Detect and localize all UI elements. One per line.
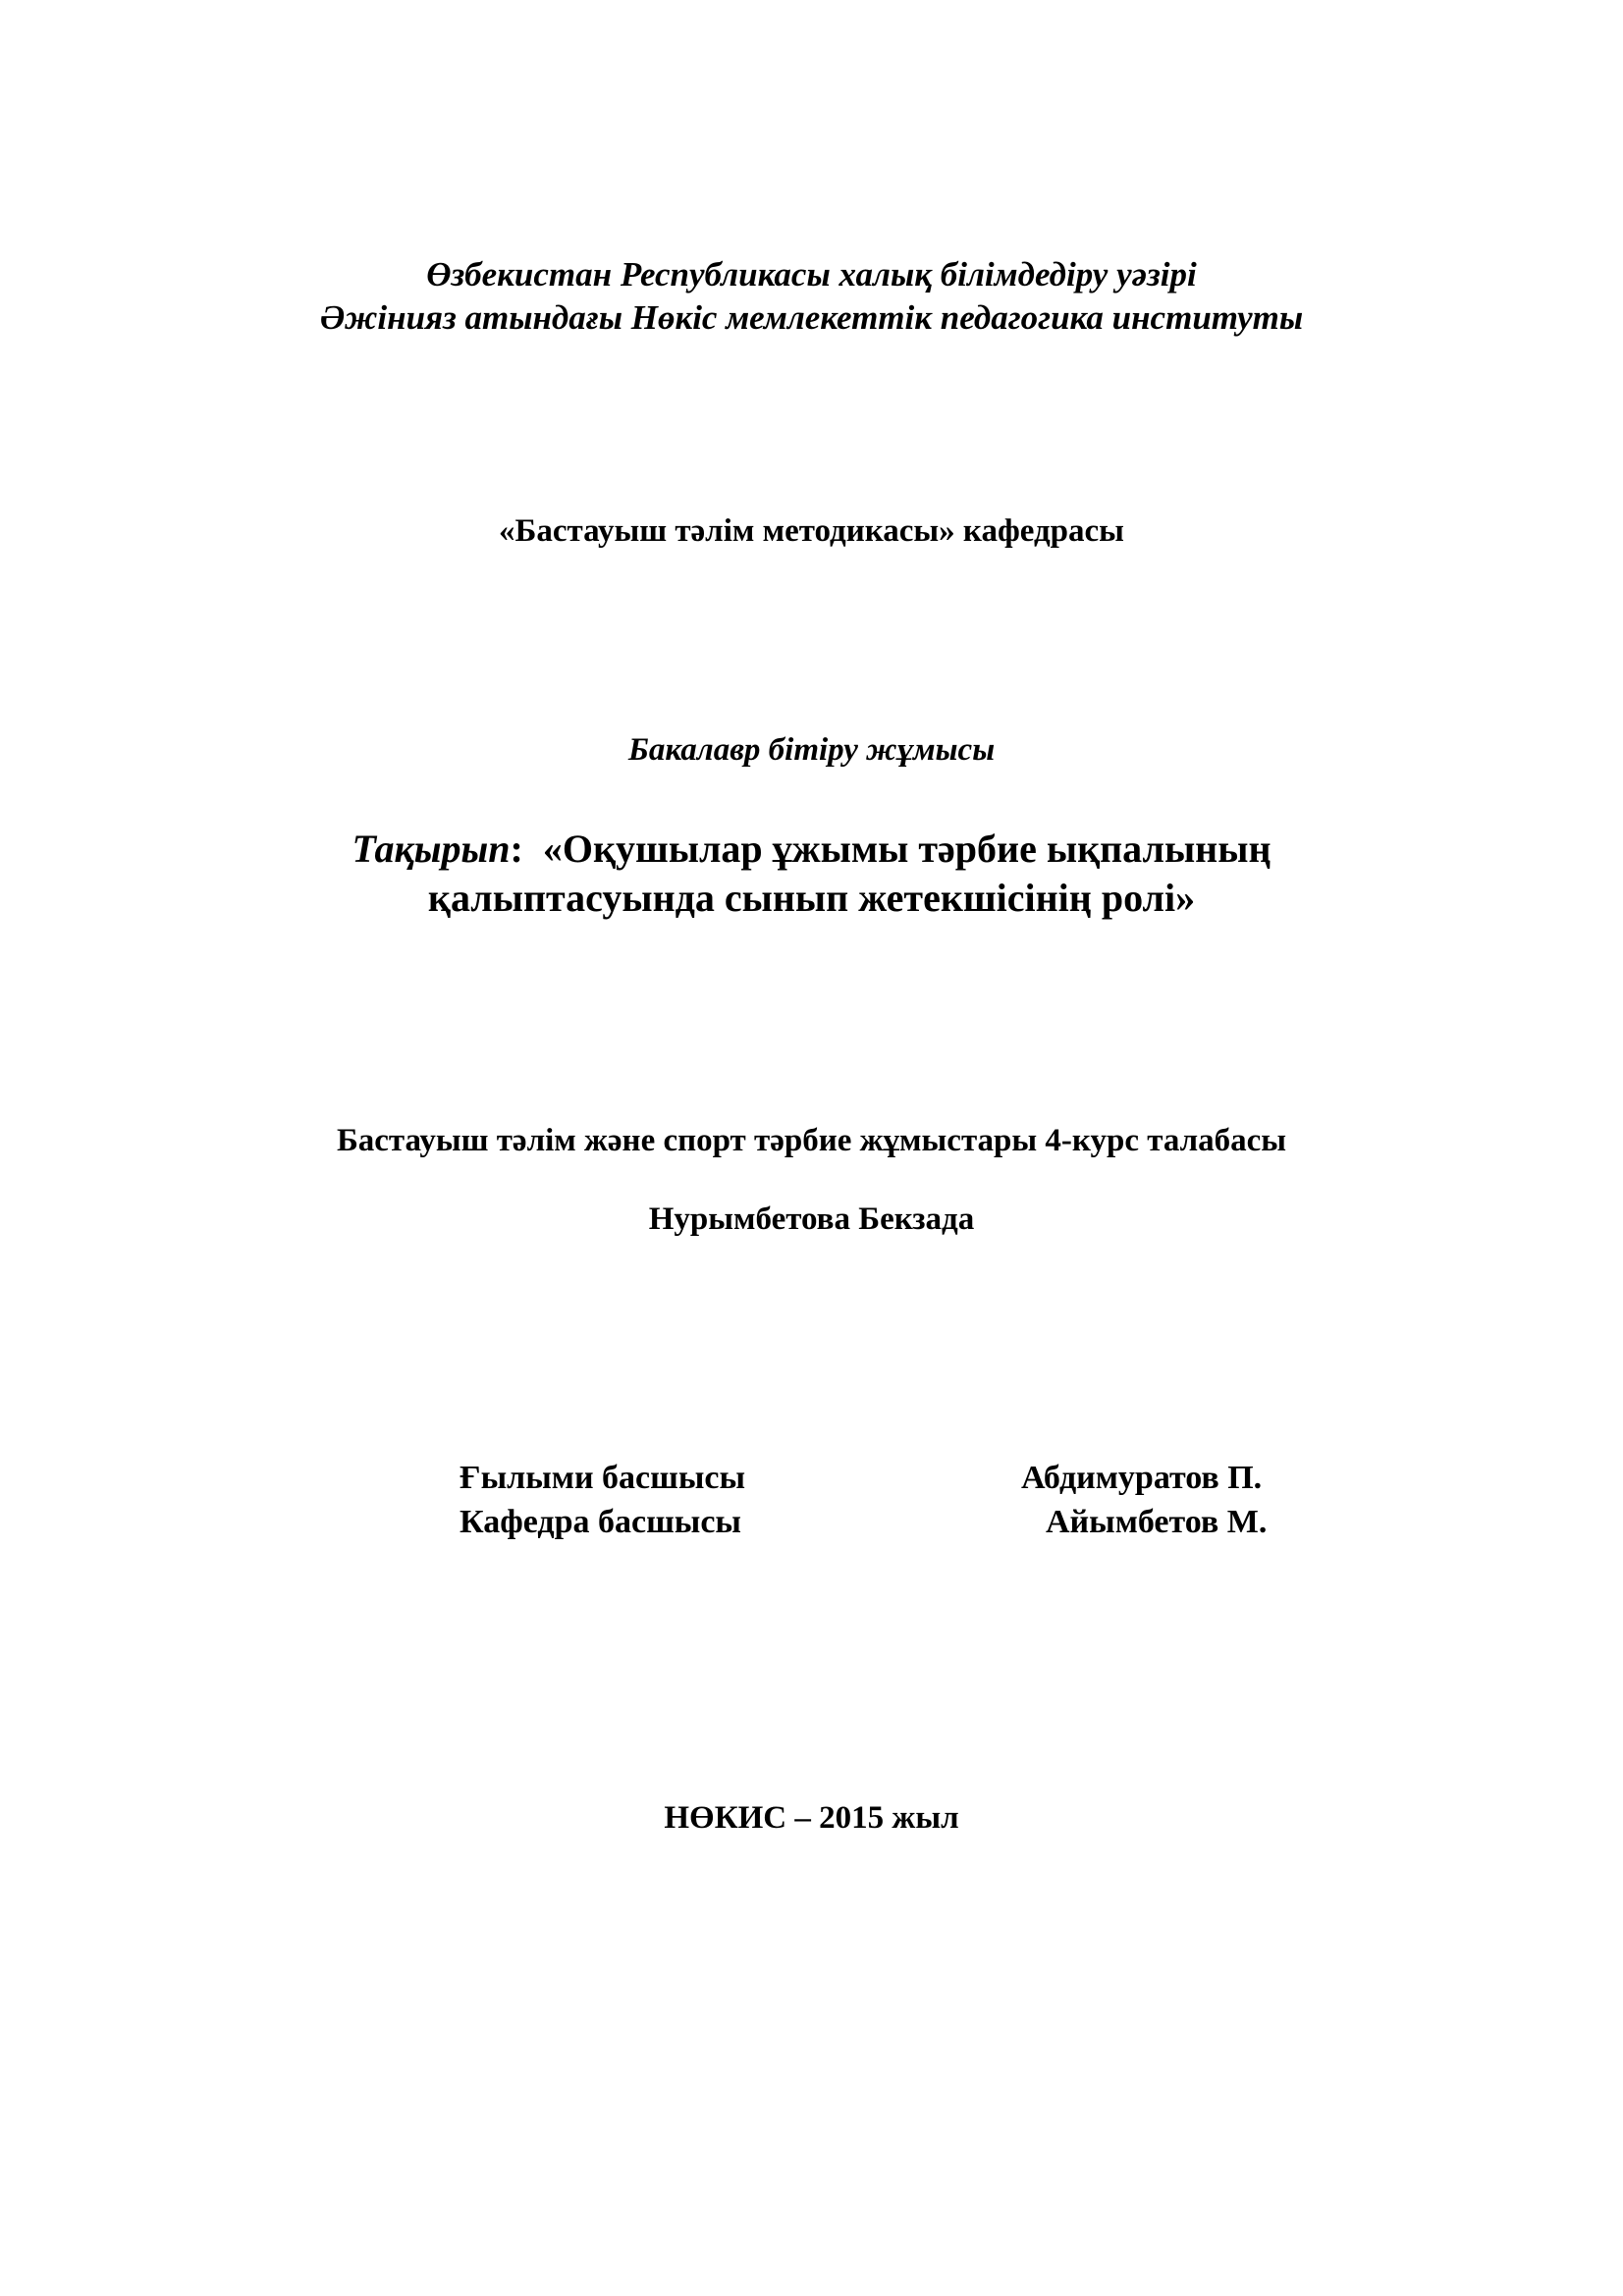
student-name: Нурымбетова Бекзада: [648, 1201, 975, 1237]
work-type: Бакалавр бітіру жұмысы: [627, 732, 996, 768]
supervisor-role: Ғылыми басшысы: [460, 1460, 746, 1496]
topic-label: Тақырып: [352, 827, 511, 871]
topic-title-line-1: «Оқушылар ұжымы тәрбие ықпалының: [542, 827, 1271, 871]
topic-title-line-2: қалыптасуында сынып жетекшісінің ролі»: [427, 876, 1196, 920]
department-head-name: Айымбетов М.: [1046, 1504, 1268, 1540]
topic-line-1: [0, 829, 1623, 869]
student-description: Бастауыш тәлім жәнe спорт тәрбие жұмыстары 4-курс талабасы: [336, 1123, 1287, 1158]
supervisor-name: Абдимуратов П.: [1021, 1460, 1263, 1496]
institute-line: Әжінияз атындағы Нөкіс мемлекеттік педагогика институты: [319, 298, 1304, 337]
topic-colon: :: [510, 827, 523, 871]
department-head-role: Кафедра басшысы: [460, 1504, 741, 1540]
ministry-line-1: Өзбекистан Республикасы халық білімдедіру уәзірі: [426, 255, 1197, 294]
city-year: НӨКИС – 2015 жыл: [664, 1800, 959, 1836]
department-title: «Бастауыш тәлім методикасы» кафедрасы: [499, 513, 1124, 549]
